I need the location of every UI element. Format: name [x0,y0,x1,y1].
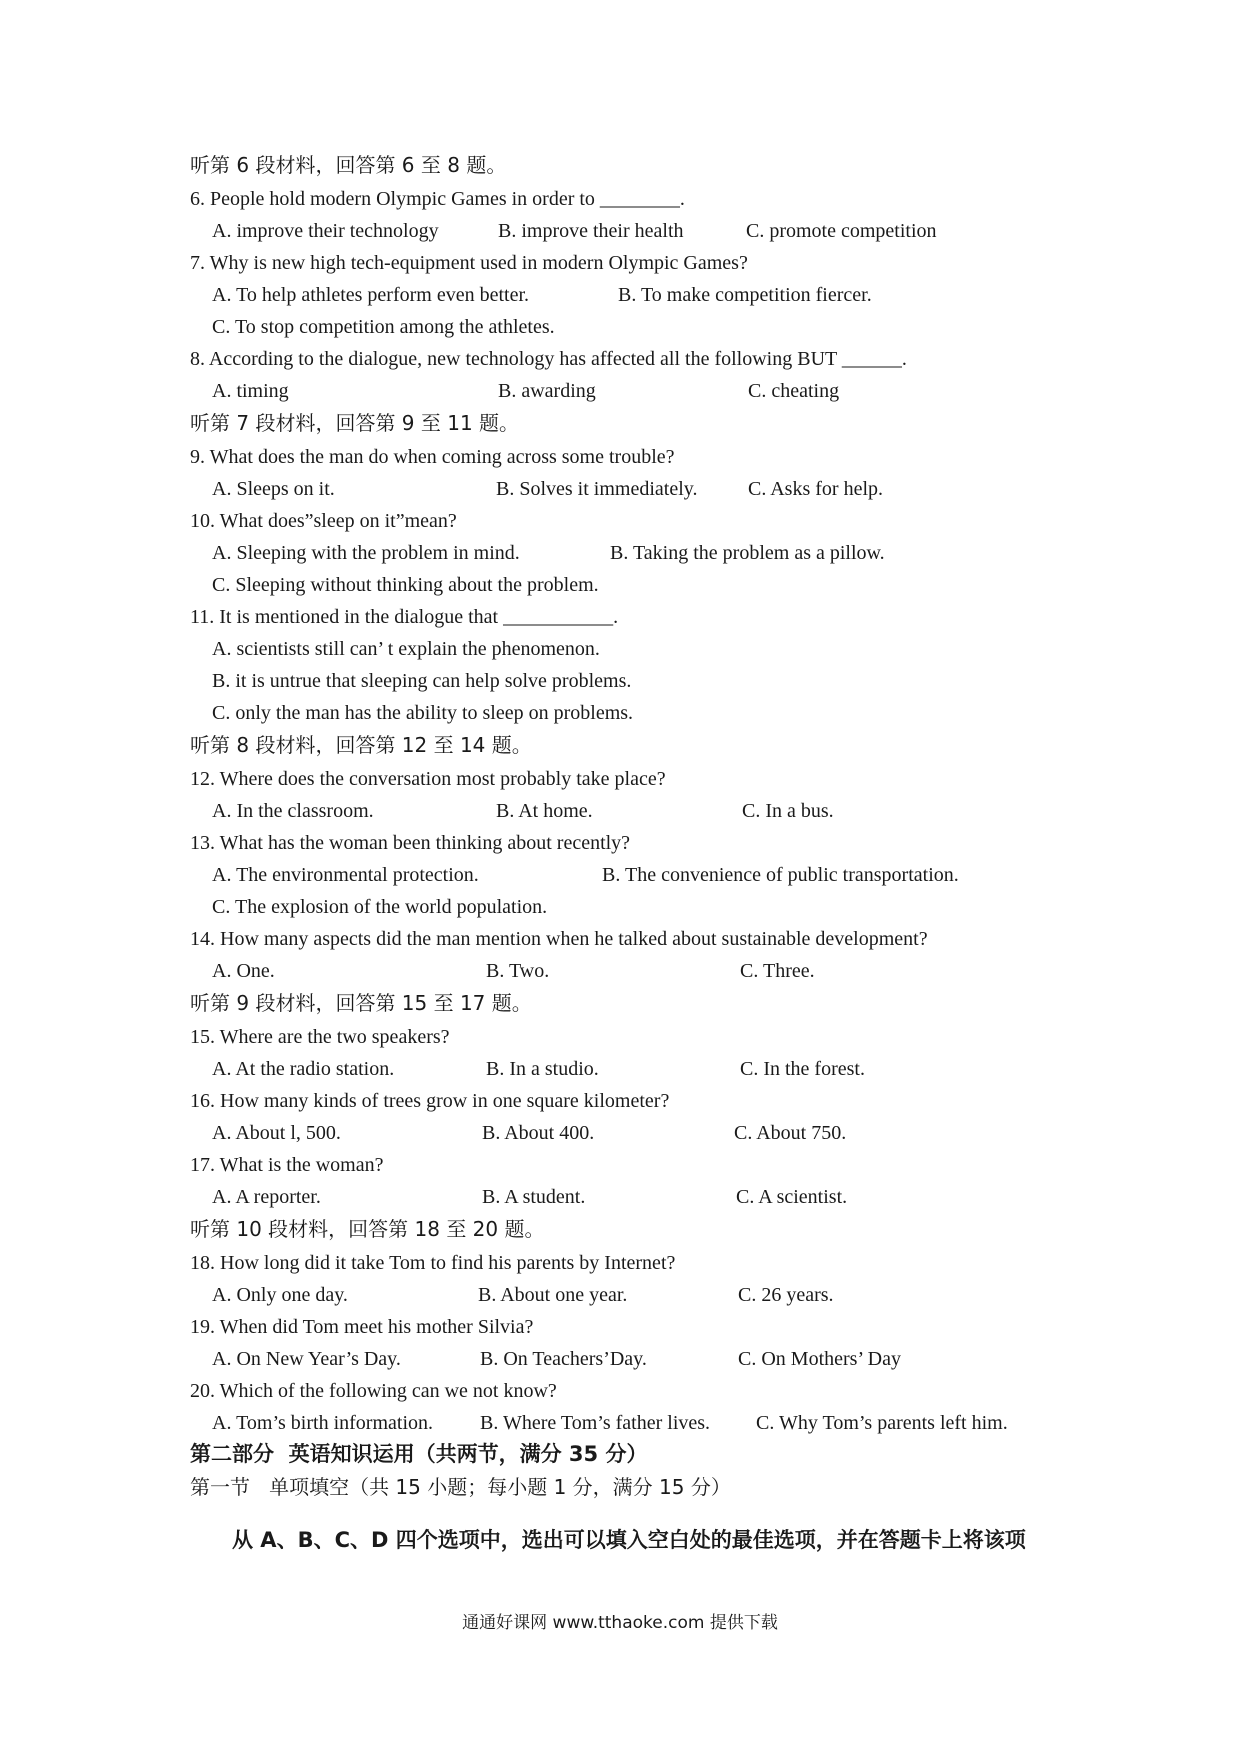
option-b: B. improve their health [498,220,684,242]
section-heading-9: 听第 9 段材料，回答第 15 至 17 题。 [190,991,532,1015]
question-16: 16. How many kinds of trees grow in one square kilometer? [190,1090,670,1112]
option-b: B. Taking the problem as a pillow. [610,542,885,564]
option-b: B. The convenience of public transportation. [602,864,959,886]
question-11: 11. It is mentioned in the dialogue that ___________. [190,606,619,628]
question-12: 12. Where does the conversation most probably take place? [190,768,666,790]
option-a: A. One. [212,960,275,982]
option-c: C. On Mothers’ Day [738,1348,901,1370]
option-b: B. it is untrue that sleeping can help solve problems. [212,670,632,692]
option-b: B. To make competition fiercer. [618,284,872,306]
option-c: C. promote competition [746,220,937,242]
option-c: C. About 750. [734,1122,847,1144]
option-a: A. To help athletes perform even better. [212,284,530,306]
option-b: B. Two. [486,960,550,982]
option-a: A. Sleeping with the problem in mind. [212,542,520,564]
option-a: A. Sleeps on it. [212,478,335,500]
option-b: B. awarding [498,380,596,402]
option-a: A. Tom’s birth information. [212,1412,433,1434]
question-8: 8. According to the dialogue, new technology has affected all the following BUT ______. [190,348,907,370]
question-9: 9. What does the man do when coming across some trouble? [190,446,675,468]
question-10: 10. What does”sleep on it”mean? [190,510,457,532]
section-heading-6: 听第 6 段材料，回答第 6 至 8 题。 [190,153,507,177]
option-b: B. In a studio. [486,1058,599,1080]
section-heading-7: 听第 7 段材料，回答第 9 至 11 题。 [190,411,520,435]
option-c: C. Why Tom’s parents left him. [756,1412,1008,1434]
instruction-text: 从 A、B、C、D 四个选项中，选出可以填入空白处的最佳选项，并在答题卡上将该项 [232,1528,1026,1552]
option-b: B. A student. [482,1186,586,1208]
option-a: A. About l, 500. [212,1122,341,1144]
option-c: C. A scientist. [736,1186,848,1208]
option-c: C. Sleeping without thinking about the problem. [212,574,599,596]
option-a: A. A reporter. [212,1186,321,1208]
option-c: C. In a bus. [742,800,834,822]
option-c: C. To stop competition among the athletes. [212,316,555,338]
option-a: A. On New Year’s Day. [212,1348,401,1370]
option-c: C. cheating [748,380,840,402]
page-footer: 通通好课网 www.tthaoke.com 提供下载 [462,1613,778,1633]
option-a: A. In the classroom. [212,800,374,822]
question-20: 20. Which of the following can we not know? [190,1380,557,1402]
option-c: C. In the forest. [740,1058,865,1080]
option-c: C. Asks for help. [748,478,883,500]
question-14: 14. How many aspects did the man mention when he talked about sustainable development? [190,928,928,950]
section-heading-10: 听第 10 段材料，回答第 18 至 20 题。 [190,1217,545,1241]
option-b: B. About one year. [478,1284,628,1306]
option-b: B. On Teachers’Day. [480,1348,647,1370]
question-7: 7. Why is new high tech-equipment used in modern Olympic Games? [190,252,748,274]
question-15: 15. Where are the two speakers? [190,1026,450,1048]
option-b: B. Where Tom’s father lives. [480,1412,711,1434]
option-a: A. timing [212,380,289,402]
option-a: A. scientists still can’ t explain the phenomenon. [212,638,600,660]
option-a: A. Only one day. [212,1284,348,1306]
option-c: C. 26 years. [738,1284,834,1306]
option-b: B. About 400. [482,1122,595,1144]
option-a: A. improve their technology [212,220,439,242]
option-c: C. Three. [740,960,815,982]
option-a: A. The environmental protection. [212,864,479,886]
section-one-heading: 第一节 单项填空（共 15 小题；每小题 1 分，满分 15 分） [190,1475,731,1499]
question-17: 17. What is the woman? [190,1154,384,1176]
option-b: B. At home. [496,800,593,822]
section-heading-8: 听第 8 段材料，回答第 12 至 14 题。 [190,733,532,757]
option-b: B. Solves it immediately. [496,478,698,500]
part-two-heading: 第二部分 英语知识运用（共两节，满分 35 分） [190,1442,648,1466]
option-c: C. only the man has the ability to sleep on problems. [212,702,634,724]
question-6: 6. People hold modern Olympic Games in order to ________. [190,188,685,210]
option-c: C. The explosion of the world population. [212,896,548,918]
question-13: 13. What has the woman been thinking about recently? [190,832,631,854]
question-18: 18. How long did it take Tom to find his parents by Internet? [190,1252,676,1274]
question-19: 19. When did Tom meet his mother Silvia? [190,1316,534,1338]
option-a: A. At the radio station. [212,1058,395,1080]
